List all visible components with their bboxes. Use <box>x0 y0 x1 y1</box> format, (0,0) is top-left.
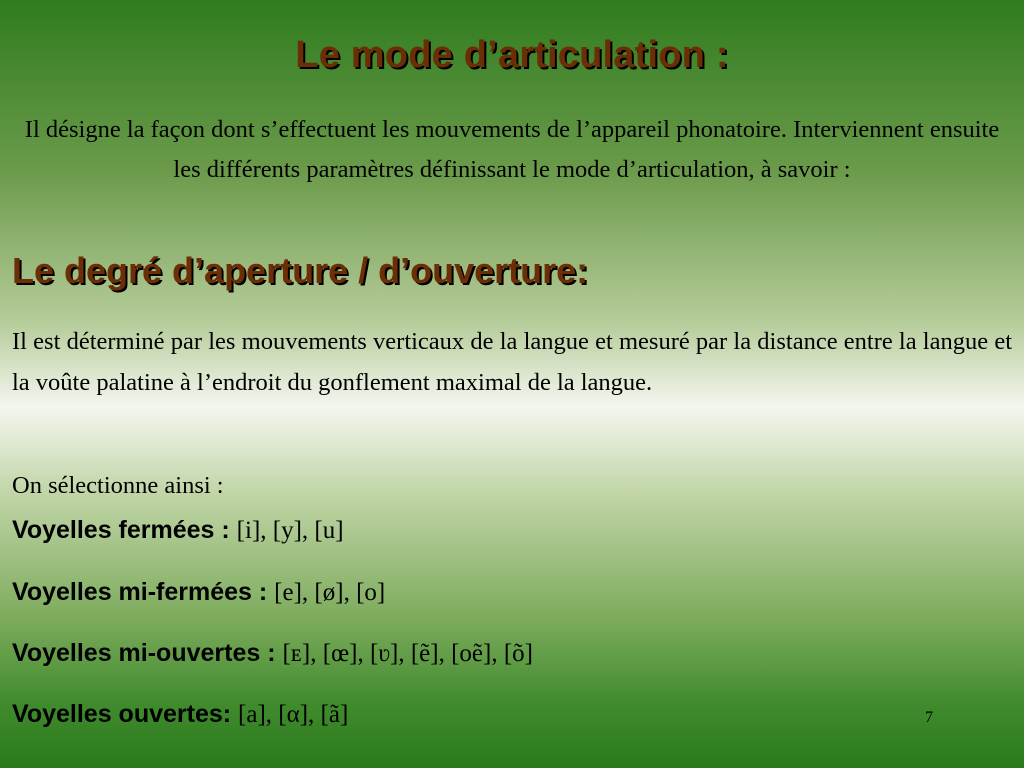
vowel-group-values: [ᴇ], [œ], [ʋ], [ẽ], [oẽ], [õ] <box>282 640 533 667</box>
slide-title: Le mode d’articulation : <box>295 34 729 76</box>
vowel-group-label: Voyelles fermées : <box>12 516 237 544</box>
intro-paragraph: Il désigne la façon dont s’effectuent les mouvements de l’appareil phonatoire. Interviennent ensuite les différents paramètres définissant le mode d’articulation, à savoir : <box>24 116 1000 183</box>
vowel-group-values: [e], [ø], [o] <box>274 579 386 606</box>
vowel-group-values: [a], [α], [ã] <box>238 701 349 728</box>
lead-text: On sélectionne ainsi : <box>12 472 224 499</box>
vowel-group-closed <box>12 510 344 551</box>
vowel-group-label: Voyelles mi-ouvertes : <box>12 639 283 667</box>
section-heading: Le degré d’aperture / d’ouverture: <box>12 250 589 291</box>
page-number: 7 <box>925 709 933 726</box>
vowel-group-label: Voyelles ouvertes: <box>12 700 239 728</box>
body-paragraph: Il est déterminé par les mouvements verticaux de la langue et mesuré par la distance entre la langue et la voûte palatine à l’endroit du gonflement maximal de la langue. <box>12 328 1012 396</box>
vowel-group-values: [i], [y], [u] <box>236 517 344 544</box>
vowel-group-mid-closed <box>12 572 385 613</box>
vowel-group-mid-open <box>12 633 533 674</box>
vowel-group-open <box>12 694 348 735</box>
vowel-group-label: Voyelles mi-fermées : <box>12 578 275 606</box>
